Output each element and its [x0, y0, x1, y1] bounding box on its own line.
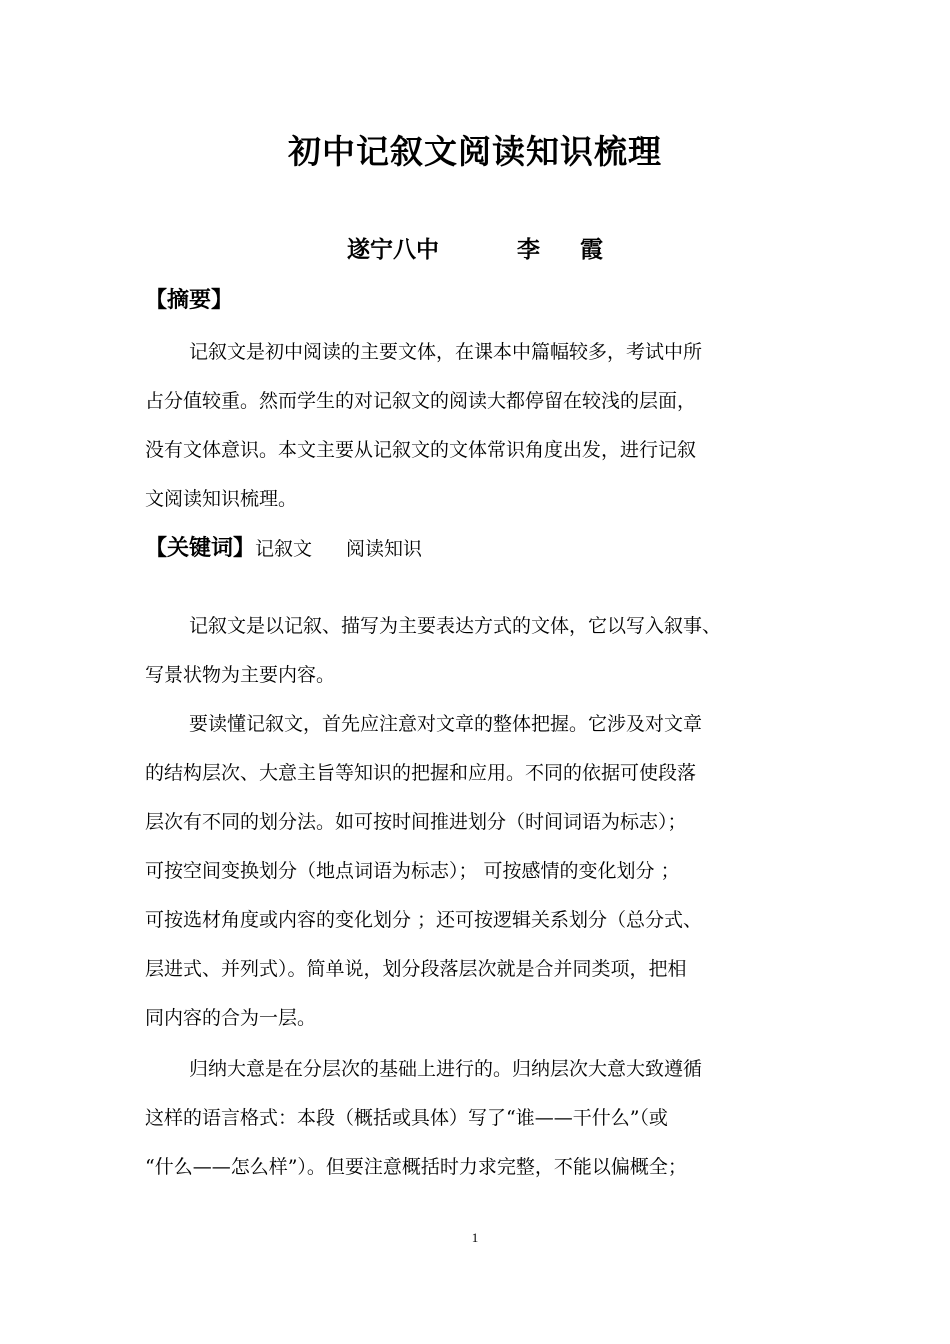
- keyword: 记叙文: [255, 538, 313, 560]
- document-title: 初中记叙文阅读知识梳理: [288, 132, 662, 171]
- author-line: [0, 232, 950, 268]
- abstract-line: 记叙文是初中阅读的主要文体，在课本中篇幅较多，考试中所: [189, 341, 703, 363]
- keywords-line: [145, 532, 422, 567]
- abstract-heading: 【摘要】: [145, 288, 234, 313]
- paragraph-line: 写景状物为主要内容。: [145, 664, 336, 686]
- paragraph-line: 记叙文是以记叙、描写为主要表达方式的文体，它以写入叙事、: [189, 615, 722, 637]
- abstract-line: 占分值较重。然而学生的对记叙文的阅读大都停留在较浅的层面，: [145, 390, 697, 412]
- body-paragraph: [145, 1045, 810, 1192]
- page-number: 1: [471, 1230, 479, 1245]
- body-paragraph: [145, 700, 810, 1043]
- abstract-body: [145, 328, 810, 524]
- paragraph-line: 同内容的合为一层。: [145, 1007, 317, 1029]
- paragraph-line: “什么——怎么样”）。但要注意概括时力求完整，不能以偏概全；: [145, 1156, 687, 1178]
- body-paragraph: [145, 602, 810, 700]
- paragraph-line: 的结构层次、大意主旨等知识的把握和应用。不同的依据可使段落: [145, 762, 697, 784]
- paragraph-line: 层进式、并列式）。简单说，划分段落层次就是合并同类项，把相: [145, 958, 687, 980]
- paragraph-line: 层次有不同的划分法。如可按时间推进划分（时间词语为标志）；: [145, 811, 687, 833]
- paragraph-line: 可按空间变换划分（地点词语为标志）； 可按感情的变化划分 ；: [145, 860, 680, 882]
- keyword: 阅读知识: [346, 538, 423, 560]
- abstract-line: 文阅读知识梳理。: [145, 488, 298, 510]
- paragraph-line: 可按选材角度或内容的变化划分 ；还可按逻辑关系划分（总分式、: [145, 909, 703, 931]
- paragraph-line: 这样的语言格式：本段（概括或具体）写了“谁——干什么”（或: [145, 1107, 668, 1129]
- author-school: 遂宁八中: [347, 237, 439, 263]
- author-name-first: 李: [517, 237, 540, 263]
- paragraph-line: 要读懂记叙文，首先应注意对文章的整体把握。它涉及对文章: [189, 713, 703, 735]
- abstract-line: 没有文体意识。本文主要从记叙文的文体常识角度出发，进行记叙: [145, 439, 697, 461]
- paragraph-line: 归纳大意是在分层次的基础上进行的。归纳层次大意大致遵循: [189, 1058, 703, 1080]
- keywords-heading: 【关键词】: [145, 536, 256, 561]
- author-name-second: 霞: [580, 237, 603, 263]
